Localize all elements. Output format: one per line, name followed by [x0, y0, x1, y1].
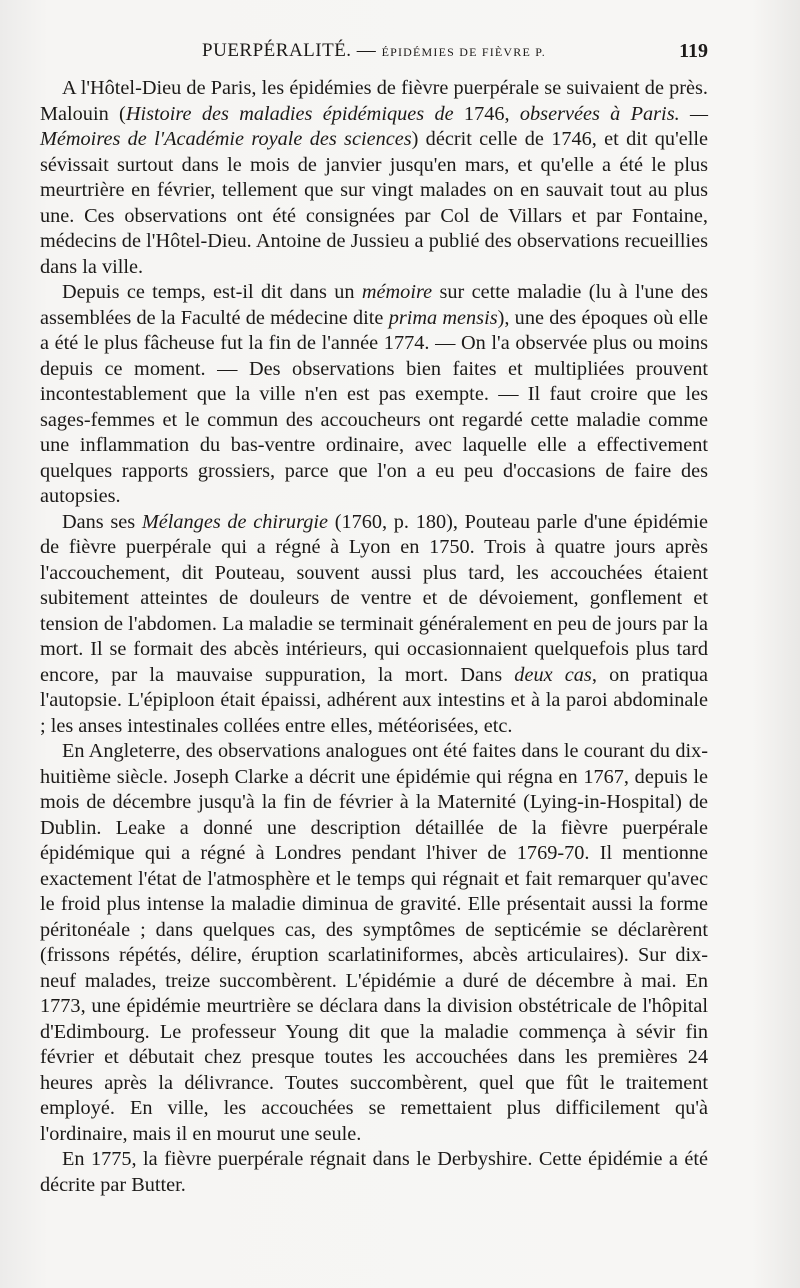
page-number: 119 [679, 40, 708, 62]
text-run: En 1775, la fièvre puerpérale régnait dans le Derbyshire. Cette épidémie a été décrite par Butter. [40, 1148, 708, 1196]
text-run: ) décrit celle de 1746, et dit qu'elle sévissait surtout dans le mois de janvier jusqu'en mars, et qu'elle a été le plus meurtrière en février, tellement que sur vingt malades on en sauvait tout au plus une. Ces observations ont été consignées par Col de Villars et par Fontaine, médecins de l'Hôtel-Dieu. Antoine de Jussieu a publié des observations recueillies dans la ville. [40, 128, 708, 278]
paragraph-2 [40, 280, 708, 510]
italic-run: Mélanges de chirurgie [141, 510, 328, 533]
text-run: Depuis ce temps, est-il dit dans un [62, 281, 362, 303]
italic-run: Histoire des maladies épidémiques de [125, 102, 454, 125]
running-title-main: PUERPÉRALITÉ. — [202, 40, 377, 61]
running-title-sub: ÉPIDÉMIES DE FIÈVRE P. [381, 45, 546, 59]
italic-run: prima mensis [388, 306, 498, 329]
italic-run: mémoire [361, 281, 433, 303]
body-text [40, 76, 708, 1198]
text-run: , on pratiqua l'autopsie. L'épiploon était épaissi, adhérent aux intestins et à la paroi abdominale ; les anses intestinales collées entre elles, météorisées, etc. [40, 663, 708, 737]
italic-run: observées à Paris. — Mémoires de l'Académie royale des sciences [40, 102, 709, 150]
running-head [40, 40, 708, 70]
paragraph-5 [40, 1147, 708, 1198]
text-run: sur cette maladie (lu à l'une des assemblées de la Faculté de médecine dite [40, 281, 708, 329]
paragraph-3 [40, 510, 708, 740]
text-run: (1760, p. 180), Pouteau parle d'une épidémie de fièvre puerpérale qui a régné à Lyon en 1750. Trois à quatre jours après l'accouchement, dit Pouteau, souvent aussi plus tard, les accouchées étaient subitement atteintes de douleurs de ventre et de dévoiement, gonflement et tension de l'abdomen. La maladie se terminait généralement en peu de jours par la mort. Il se formait des abcès intérieurs, qui occasionnaient quelquefois plus tard encore, par la mauvaise suppuration, la mort. Dans [40, 510, 709, 686]
running-title [40, 40, 708, 62]
text-run: A l'Hôtel-Dieu de Paris, les épidémies de fièvre puerpérale se suivaient de près. Malouin ( [40, 77, 708, 125]
text-run: Dans ses [62, 510, 142, 533]
paragraph-4 [40, 739, 708, 1147]
text-run: 1746, [453, 102, 520, 125]
text-run: En Angleterre, des observations analogues ont été faites dans le courant du dix-huitième siècle. Joseph Clarke a décrit une épidémie qui régna en 1767, depuis le mois de décembre jusqu'à la fin de février à la Maternité (Lying-in-Hospital) de Dublin. Leake a donné une description détaillée de la fièvre puerpérale épidémique qui a régné à Londres pendant l'hiver de 1769-70. Il mentionne exactement l'état de l'atmosphère et le temps qui régnait et fait remarquer qu'avec le froid plus intense la maladie diminua de gravité. Elle présentait aussi la forme péritonéale ; dans quelques cas, des symptômes de septicémie se déclarèrent (frissons répétés, délire, éruption scarlatiniformes, abcès articulaires). Sur dix-neuf malades, treize succombèrent. L'épidémie a duré de décembre à mai. En 1773, une épidémie meurtrière se déclara dans la division obstétricale de l'hôpital d'Edimbourg. Le professeur Young dit que la maladie commença à sévir fin février et débutait chez presque toutes les accouchées dans les premières 24 heures après la délivrance. Toutes succombèrent, quel que fût le traitement employé. En ville, les accouchées se remettaient plus difficilement qu'à l'ordinaire, mais il en mourut une seule. [40, 740, 708, 1145]
paragraph-1 [40, 76, 708, 280]
italic-run: deux cas [514, 663, 592, 686]
text-run: ), une des époques où elle a été le plus fâcheuse fut la fin de l'année 1774. — On l'a observée plus ou moins depuis ce moment. — Des observations bien faites et multipliées prouvent incontestablement que la ville n'en est pas exempte. — Il faut croire que les sages-femmes et le commun des accoucheurs ont regardé cette maladie comme une inflammation du bas-ventre ordinaire, avec laquelle elle a effectivement quelques rapports grossiers, parce que l'on a eu peu d'occasions de faire des autopsies. [40, 306, 708, 507]
